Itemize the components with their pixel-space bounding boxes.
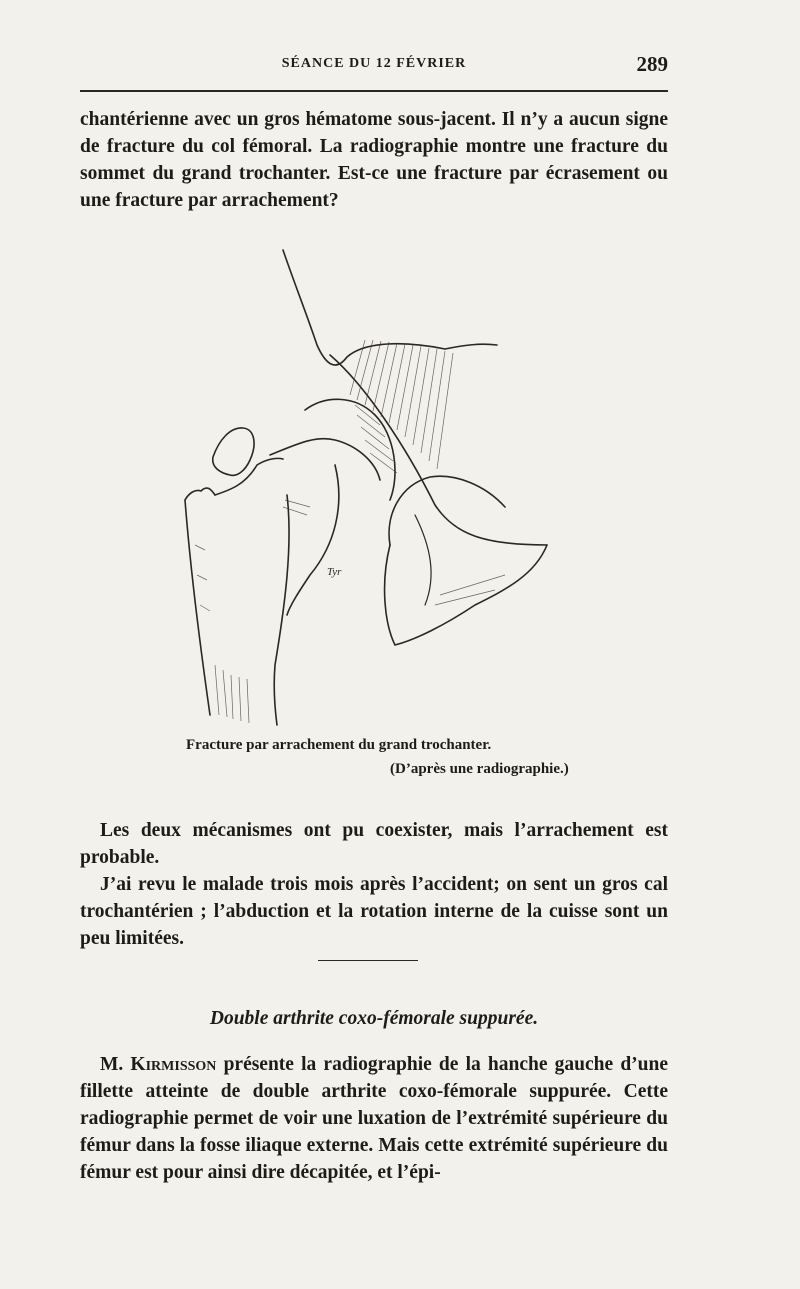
paragraph-followup: J’ai revu le malade trois mois après l’accident; on sent un gros cal trochantérien ; l’abduction et la rotation interne de la cuisse sont un peu limitées.	[80, 874, 668, 949]
figure-caption-source: (D’après une radiographie.)	[390, 761, 569, 777]
running-title: SÉANCE DU 12 FÉVRIER	[281, 56, 467, 71]
header-rule	[80, 90, 668, 92]
paragraph-mechanisms: Les deux mécanismes ont pu coexister, mais l’arrachement est probable.	[80, 820, 668, 868]
paragraph-kirmisson-text: présente la radiographie de la hanche gauche d’une fillette atteinte de double arthrite coxo-fémorale suppurée. Cette radiographie permet de voir une luxation de l’extrémité supérieure du fémur dans la fosse iliaque externe. Mais cette extrémité supérieure du fémur est pour ainsi dire décapitée, et l’épi-	[80, 1054, 668, 1183]
artist-signature: Tyr	[327, 566, 342, 578]
paragraph-continuation: chantérienne avec un gros hématome sous-jacent. Il n’y a aucun signe de fracture du col fémoral. La radiographie montre une fracture du sommet du grand trochanter. Est-ce une fracture par écrasement ou une fracture par arrachement?	[80, 109, 668, 211]
section-title: Double arthrite coxo-fémorale suppurée.	[209, 1008, 539, 1029]
hip-drawing	[175, 245, 565, 730]
page-number: 289	[636, 52, 668, 76]
author-name: M. Kirmisson	[100, 1054, 217, 1075]
page-header	[80, 52, 668, 82]
hip-fracture-illustration	[175, 245, 565, 730]
paragraph-kirmisson	[80, 1051, 668, 1186]
figure-caption: Fracture par arrachement du grand trochanter.	[186, 737, 492, 753]
section-separator	[318, 960, 418, 961]
